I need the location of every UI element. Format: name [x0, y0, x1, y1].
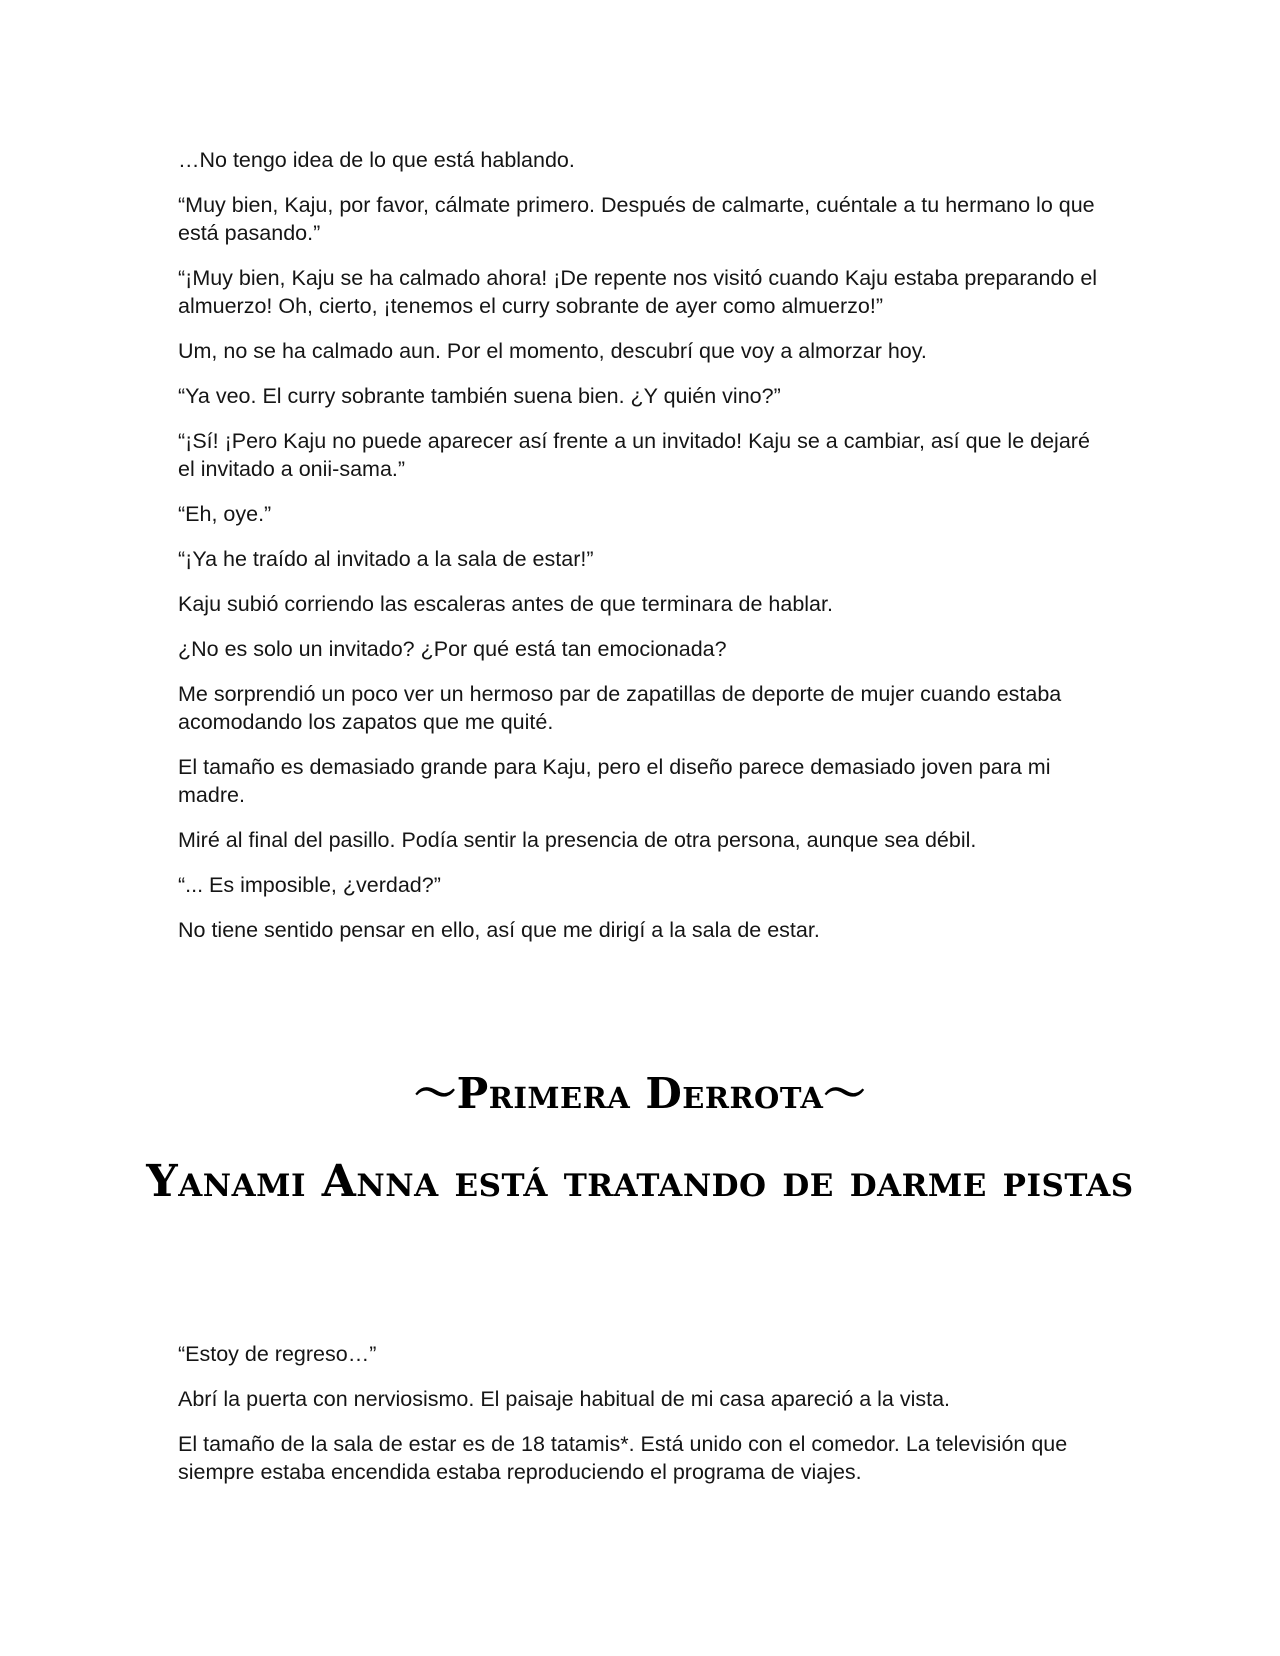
paragraph: Kaju subió corriendo las escaleras antes de que terminara de hablar.: [178, 592, 833, 616]
paragraph: “¡Ya he traído al invitado a la sala de estar!”: [178, 547, 594, 571]
chapter-title: ～Primera Derrota～: [414, 1069, 866, 1118]
text-section-bottom: [178, 1340, 1098, 1503]
paragraph: “... Es imposible, ¿verdad?”: [178, 873, 441, 897]
paragraph: El tamaño es demasiado grande para Kaju, pero el diseño parece demasiado joven para mi madre.: [178, 755, 1051, 807]
chapter-subtitle: Yanami Anna está tratando de darme pistas: [146, 1156, 1134, 1207]
paragraph: “Ya veo. El curry sobrante también suena bien. ¿Y quién vino?”: [178, 384, 781, 408]
paragraph: Me sorprendió un poco ver un hermoso par de zapatillas de deporte de mujer cuando estaba acomodando los zapatos que me quité.: [178, 682, 1062, 734]
paragraph: “¡Sí! ¡Pero Kaju no puede aparecer así frente a un invitado! Kaju se a cambiar, así que le dejaré el invitado a onii-sama.”: [178, 429, 1090, 481]
text-section-top: [178, 146, 1098, 961]
paragraph: “Estoy de regreso…”: [178, 1342, 377, 1366]
paragraph: …No tengo idea de lo que está hablando.: [178, 148, 575, 172]
paragraph: “¡Muy bien, Kaju se ha calmado ahora! ¡De repente nos visitó cuando Kaju estaba preparando el almuerzo! Oh, cierto, ¡tenemos el curry sobrante de ayer como almuerzo!”: [178, 266, 1098, 318]
paragraph: “Muy bien, Kaju, por favor, cálmate primero. Después de calmarte, cuéntale a tu hermano lo que está pasando.”: [178, 193, 1095, 245]
paragraph: Abrí la puerta con nerviosismo. El paisaje habitual de mi casa apareció a la vista.: [178, 1387, 951, 1411]
paragraph: ¿No es solo un invitado? ¿Por qué está tan emocionada?: [178, 637, 727, 661]
paragraph: El tamaño de la sala de estar es de 18 tatamis*. Está unido con el comedor. La televisión que siempre estaba encendida estaba reproduciendo el programa de viajes.: [178, 1432, 1068, 1484]
paragraph: Um, no se ha calmado aun. Por el momento, descubrí que voy a almorzar hoy.: [178, 339, 927, 363]
paragraph: Miré al final del pasillo. Podía sentir la presencia de otra persona, aunque sea débil.: [178, 828, 977, 852]
paragraph: “Eh, oye.”: [178, 502, 272, 526]
paragraph: No tiene sentido pensar en ello, así que me dirigí a la sala de estar.: [178, 918, 820, 942]
